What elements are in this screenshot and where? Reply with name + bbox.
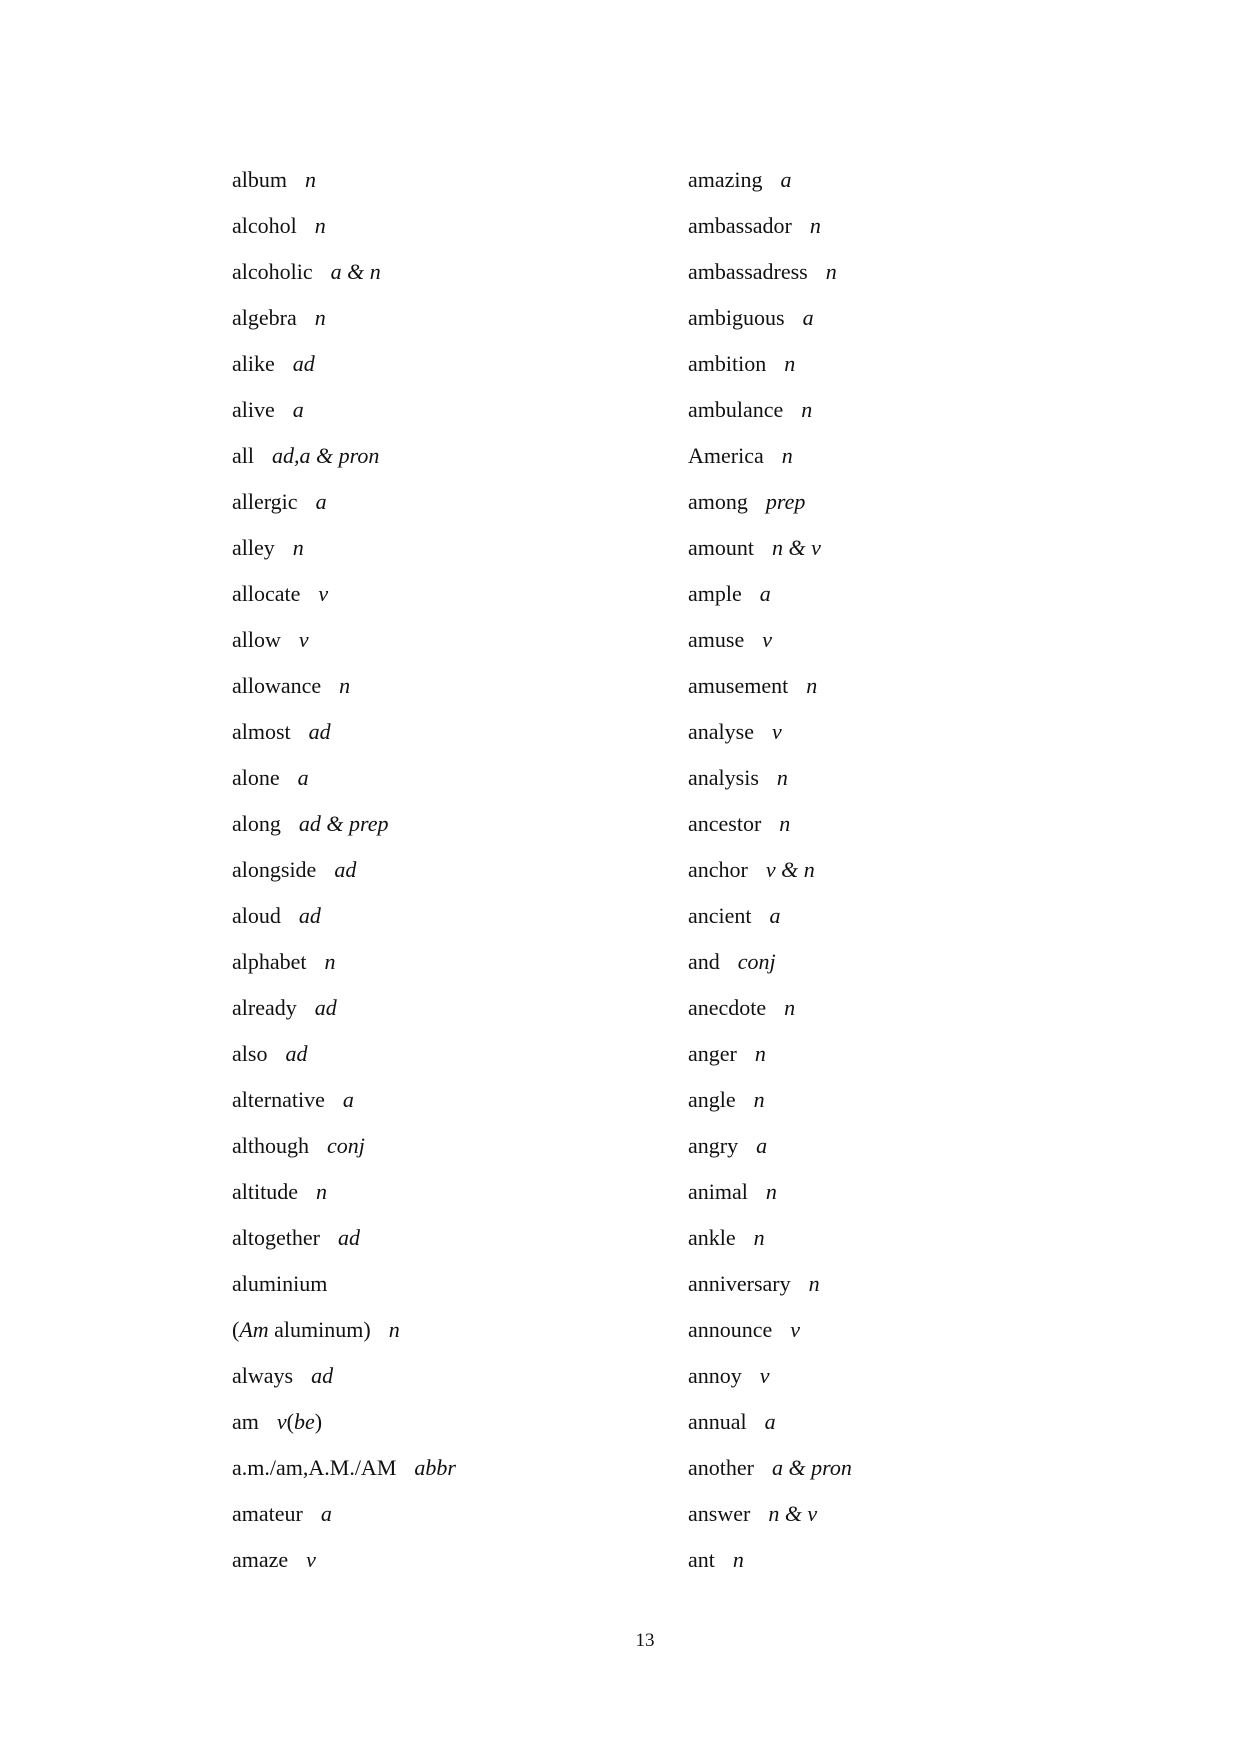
pos-base-verb: be [293, 1409, 315, 1434]
headword-text: also [232, 1041, 268, 1066]
page-number: 13 [635, 1630, 655, 1651]
word-entry [688, 532, 1128, 578]
word-entry [688, 1314, 1128, 1360]
headword-text: allow [232, 627, 281, 652]
word-entry [688, 256, 1128, 302]
word-entry [232, 808, 652, 854]
headword [232, 1271, 327, 1296]
word-entry [232, 302, 652, 348]
headword-text: angle [688, 1087, 736, 1112]
headword [232, 305, 297, 330]
headword-text: always [232, 1363, 294, 1388]
word-entry [688, 946, 1128, 992]
headword-text: altogether [232, 1225, 320, 1250]
headword [688, 1087, 736, 1112]
headword [232, 857, 316, 882]
headword-text: ancient [688, 903, 752, 928]
headword [688, 811, 761, 836]
word-entry [688, 762, 1128, 808]
headword-text: allergic [232, 489, 298, 514]
headword-text: alcoholic [232, 259, 313, 284]
headword [688, 1133, 738, 1158]
word-entry [688, 1406, 1128, 1452]
part-of-speech: a [315, 489, 327, 514]
headword-text: ambition [688, 351, 767, 376]
part-of-speech: ad [334, 857, 357, 882]
headword-text: am [232, 1409, 259, 1434]
word-entry [688, 1038, 1128, 1084]
word-entry [688, 394, 1128, 440]
headword [232, 1501, 303, 1526]
headword-text: ant [688, 1547, 715, 1572]
headword-text: alike [232, 351, 275, 376]
part-of-speech: ad,a & pron [272, 443, 380, 468]
word-entry [232, 1452, 652, 1498]
headword [232, 627, 281, 652]
headword-text: announce [688, 1317, 773, 1342]
part-of-speech: a & n [330, 259, 381, 284]
part-of-speech: ad [285, 1041, 308, 1066]
word-entry [688, 578, 1128, 624]
headword-text: anecdote [688, 995, 767, 1020]
word-entry [232, 394, 652, 440]
part-of-speech: n [753, 1225, 765, 1250]
part-of-speech: ad [337, 1225, 360, 1250]
word-entry [688, 1222, 1128, 1268]
headword-prefix: ( [232, 1317, 240, 1342]
headword-text: amateur [232, 1501, 303, 1526]
word-entry [232, 440, 652, 486]
pos-bracket: ( [286, 1409, 294, 1434]
headword [688, 1363, 742, 1388]
headword-text: another [688, 1455, 754, 1480]
headword-text: alcohol [232, 213, 297, 238]
right-word-column [688, 164, 1128, 1590]
headword [232, 581, 300, 606]
part-of-speech: v [790, 1317, 801, 1342]
part-of-speech: n [314, 213, 326, 238]
headword-text: alone [232, 765, 280, 790]
part-of-speech: ad [311, 1363, 334, 1388]
part-of-speech: a [780, 167, 792, 192]
headword [232, 673, 321, 698]
word-entry [688, 624, 1128, 670]
headword [688, 995, 766, 1020]
part-of-speech [277, 1409, 322, 1434]
headword [688, 213, 792, 238]
word-entry [232, 900, 652, 946]
headword-text: almost [232, 719, 291, 744]
headword [232, 1363, 293, 1388]
word-entry [688, 440, 1128, 486]
headword-text: angry [688, 1133, 739, 1158]
headword [232, 397, 275, 422]
word-entry [688, 854, 1128, 900]
word-entry [232, 1498, 652, 1544]
part-of-speech: v [318, 581, 329, 606]
headword [232, 259, 313, 284]
part-of-speech: n [809, 213, 821, 238]
word-entry [232, 624, 652, 670]
headword [688, 1455, 754, 1480]
headword [688, 1501, 750, 1526]
word-entry [232, 256, 652, 302]
part-of-speech: v [771, 719, 782, 744]
word-entry [232, 164, 652, 210]
headword [232, 351, 275, 376]
part-of-speech: a [764, 1409, 776, 1434]
headword-text: amazing [688, 167, 763, 192]
headword [232, 1547, 288, 1572]
headword [232, 443, 254, 468]
word-entry [688, 670, 1128, 716]
headword [232, 535, 275, 560]
pos-main: v [276, 1409, 287, 1434]
word-entry [232, 1038, 652, 1084]
part-of-speech: n [825, 259, 837, 284]
word-entry [232, 348, 652, 394]
headword [688, 1547, 715, 1572]
headword [232, 1455, 396, 1480]
word-entry [688, 1084, 1128, 1130]
headword [688, 305, 785, 330]
headword-text: and [688, 949, 720, 974]
headword [232, 167, 287, 192]
word-entry [688, 808, 1128, 854]
headword [688, 903, 752, 928]
part-of-speech: ad [298, 903, 321, 928]
word-entry [688, 1360, 1128, 1406]
headword-text: anniversary [688, 1271, 791, 1296]
headword-text: aloud [232, 903, 281, 928]
headword [688, 857, 748, 882]
word-entry [232, 486, 652, 532]
headword [688, 1317, 772, 1342]
part-of-speech: a [802, 305, 814, 330]
headword-text: allowance [232, 673, 322, 698]
headword-text: amusement [688, 673, 789, 698]
headword [688, 673, 788, 698]
word-entry [688, 486, 1128, 532]
headword-text: all [232, 443, 254, 468]
part-of-speech: a [297, 765, 309, 790]
headword-text: annual [688, 1409, 747, 1434]
part-of-speech: ad [314, 995, 337, 1020]
word-entry [688, 1176, 1128, 1222]
headword-text: aluminium [232, 1271, 328, 1296]
part-of-speech: n [292, 535, 304, 560]
headword [232, 995, 297, 1020]
part-of-speech: n [784, 351, 796, 376]
left-word-column [232, 164, 652, 1590]
word-entry [688, 1452, 1128, 1498]
word-entry [688, 210, 1128, 256]
part-of-speech: n [765, 1179, 777, 1204]
headword-text: annoy [688, 1363, 742, 1388]
headword-text: alive [232, 397, 275, 422]
part-of-speech: n [732, 1547, 744, 1572]
headword [688, 489, 748, 514]
headword-text: anchor [688, 857, 748, 882]
part-of-speech: n [324, 949, 336, 974]
part-of-speech: abbr [414, 1455, 456, 1480]
part-of-speech: n [315, 1179, 327, 1204]
headword-text: although [232, 1133, 309, 1158]
part-of-speech: n [753, 1087, 765, 1112]
headword-text: among [688, 489, 748, 514]
headword [232, 811, 281, 836]
headword-text: algebra [232, 305, 297, 330]
part-of-speech: n [776, 765, 788, 790]
headword [232, 1409, 259, 1434]
part-of-speech: n [388, 1317, 400, 1342]
part-of-speech: a [292, 397, 304, 422]
headword-text: amount [688, 535, 754, 560]
headword [688, 719, 754, 744]
part-of-speech: n [781, 443, 793, 468]
headword [232, 213, 297, 238]
headword [688, 167, 763, 192]
part-of-speech: n [314, 305, 326, 330]
headword [688, 397, 783, 422]
part-of-speech: n [339, 673, 351, 698]
word-entry [232, 762, 652, 808]
word-entry [232, 1544, 652, 1590]
word-entry [232, 1406, 652, 1452]
headword-text: allocate [232, 581, 301, 606]
part-of-speech: n [784, 995, 796, 1020]
headword-text: along [232, 811, 281, 836]
word-entry [232, 210, 652, 256]
headword-text: answer [688, 1501, 751, 1526]
part-of-speech: v [762, 627, 772, 652]
part-of-speech: prep [765, 489, 806, 514]
part-of-speech: n & v [772, 535, 821, 560]
word-entry [232, 578, 652, 624]
headword [232, 1041, 267, 1066]
word-entry [232, 670, 652, 716]
part-of-speech: n [801, 397, 813, 422]
headword-text: alternative [232, 1087, 325, 1112]
headword-text: aluminum) [268, 1317, 371, 1342]
word-entry [232, 854, 652, 900]
word-entry [688, 164, 1128, 210]
word-entry [688, 1544, 1128, 1590]
headword-variant-label: Am [239, 1317, 269, 1342]
part-of-speech: v [759, 1363, 770, 1388]
headword [232, 949, 307, 974]
headword [688, 1271, 791, 1296]
part-of-speech: n [808, 1271, 820, 1296]
part-of-speech: a [320, 1501, 332, 1526]
part-of-speech: n & v [768, 1501, 818, 1526]
part-of-speech: ad & prep [298, 811, 389, 836]
headword-text: album [232, 167, 287, 192]
word-entry [232, 1084, 652, 1130]
part-of-speech: a [756, 1133, 768, 1158]
headword-text: animal [688, 1179, 748, 1204]
headword [688, 351, 766, 376]
headword [232, 1087, 325, 1112]
part-of-speech: n [305, 167, 316, 192]
headword-text: ambiguous [688, 305, 785, 330]
headword [688, 949, 720, 974]
headword [688, 259, 808, 284]
headword-text: altitude [232, 1179, 298, 1204]
headword [232, 1179, 298, 1204]
word-entry [232, 716, 652, 762]
headword [688, 1041, 737, 1066]
headword [688, 1179, 748, 1204]
word-entry [232, 1314, 652, 1360]
part-of-speech: n [806, 673, 818, 698]
headword-text: analysis [688, 765, 759, 790]
headword-text: ambulance [688, 397, 784, 422]
headword-text: already [232, 995, 297, 1020]
word-entry [688, 716, 1128, 762]
headword-text: ample [688, 581, 742, 606]
word-entry [688, 1498, 1128, 1544]
part-of-speech: n [779, 811, 791, 836]
word-entry [688, 302, 1128, 348]
part-of-speech: v [298, 627, 309, 652]
word-entry [688, 900, 1128, 946]
part-of-speech: a [769, 903, 781, 928]
part-of-speech: a [342, 1087, 354, 1112]
word-entry [688, 1130, 1128, 1176]
word-entry [232, 1176, 652, 1222]
headword [688, 1409, 747, 1434]
part-of-speech: v [306, 1547, 316, 1572]
word-entry [232, 1360, 652, 1406]
pos-bracket: ) [314, 1409, 323, 1434]
headword [232, 903, 281, 928]
word-entry [232, 946, 652, 992]
headword [232, 1225, 320, 1250]
headword-text: alongside [232, 857, 317, 882]
part-of-speech: conj [327, 1133, 365, 1158]
headword-text: alphabet [232, 949, 307, 974]
word-entry [232, 1268, 652, 1314]
headword-text: a.m./am,A.M./AM [232, 1455, 397, 1480]
word-entry [688, 348, 1128, 394]
headword-text: ambassador [688, 213, 792, 238]
headword-text: ankle [688, 1225, 736, 1250]
headword [232, 719, 291, 744]
part-of-speech: v & n [765, 857, 815, 882]
headword [232, 1317, 371, 1342]
word-entry [232, 532, 652, 578]
part-of-speech: a [759, 581, 771, 606]
headword-text: analyse [688, 719, 754, 744]
headword-text: America [688, 443, 764, 468]
headword-text: amaze [232, 1547, 289, 1572]
part-of-speech: conj [737, 949, 776, 974]
headword [232, 1133, 309, 1158]
headword [688, 1225, 736, 1250]
word-entry [232, 992, 652, 1038]
headword [688, 535, 754, 560]
part-of-speech: ad [292, 351, 315, 376]
word-entry [688, 1268, 1128, 1314]
headword [688, 443, 764, 468]
headword-text: amuse [688, 627, 745, 652]
part-of-speech: a & pron [771, 1455, 852, 1480]
part-of-speech: ad [308, 719, 331, 744]
headword [688, 765, 759, 790]
headword-text: ancestor [688, 811, 762, 836]
headword [688, 627, 744, 652]
headword [232, 489, 298, 514]
word-entry [232, 1222, 652, 1268]
headword-text: anger [688, 1041, 737, 1066]
word-entry [232, 1130, 652, 1176]
word-entry [688, 992, 1128, 1038]
part-of-speech: n [754, 1041, 766, 1066]
headword-text: ambassadress [688, 259, 808, 284]
headword-text: alley [232, 535, 275, 560]
headword [232, 765, 280, 790]
headword [688, 581, 742, 606]
